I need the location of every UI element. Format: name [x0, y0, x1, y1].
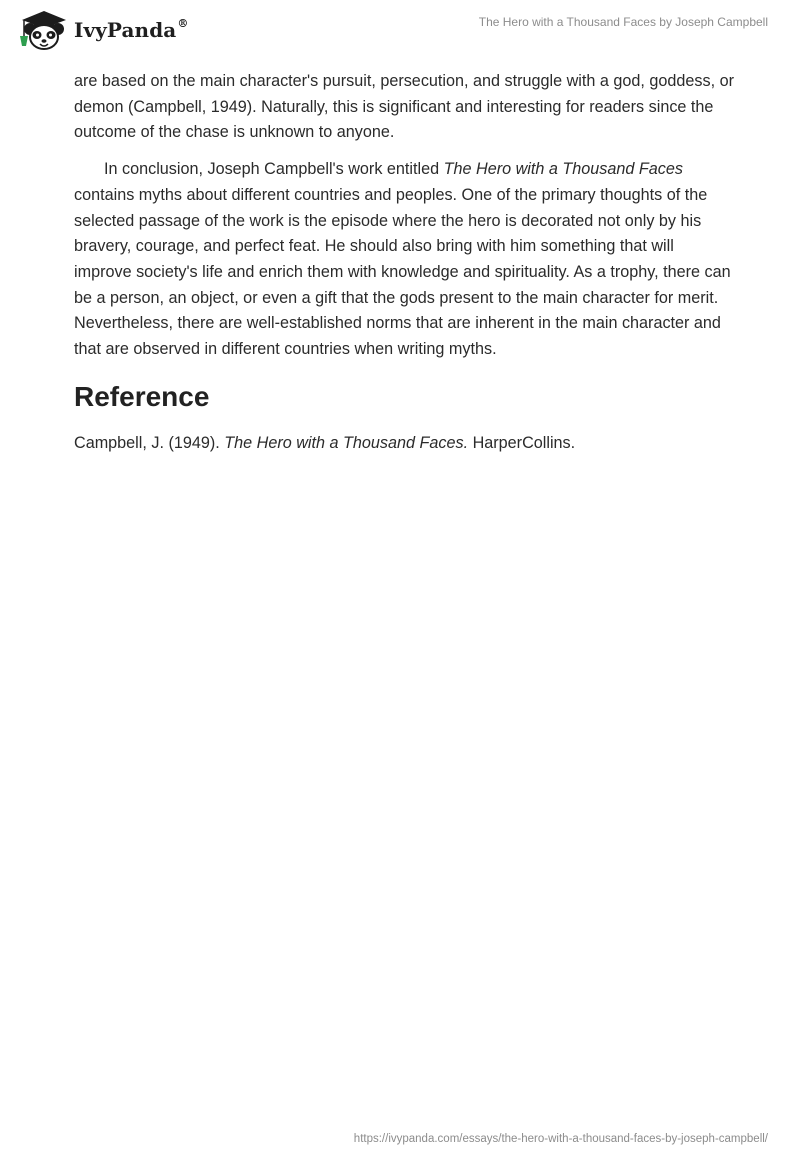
conclusion-paragraph: In conclusion, Joseph Campbell's work entitled The Hero with a Thousand Faces contains myths about different countries and peoples. One of the primary thoughts of the selected passage of the work is the episode where the hero is decorated not only by his bravery, courage, and perfect feat. He should also bring with him something that will improve society's life and enrich them with knowledge and spirituality. As a trophy, there can be a person, an object, or even a gift that the gods present to the main character for merit. Nevertheless, there are well-established norms that are inherent in the main character and that are observed in different countries when writing myths. — [74, 160, 731, 359]
panda-graduate-icon — [16, 8, 72, 52]
source-url[interactable]: https://ivypanda.com/essays/the-hero-with-a-thousand-faces-by-joseph-campbell/ — [353, 1133, 768, 1145]
paragraph-continued: are based on the main character's pursuit, persecution, and struggle with a god, goddess, or demon (Campbell, 1949). Naturally, this is significant and interesting for readers since the outcome of the chase is unknown to anyone. — [74, 72, 734, 142]
page-header — [0, 0, 800, 70]
ivypanda-logo[interactable] — [16, 8, 188, 52]
brand-name: IvyPanda® — [74, 17, 189, 42]
reference-book-title: The Hero with a Thousand Faces. — [224, 433, 469, 452]
reference-heading: Reference — [74, 380, 210, 412]
reference-entry: Campbell, J. (1949). The Hero with a Thousand Faces. HarperCollins. — [74, 433, 576, 452]
registered-mark: ® — [177, 17, 189, 31]
essay-body — [74, 69, 734, 467]
document-title: The Hero with a Thousand Faces by Joseph Campbell — [478, 15, 768, 29]
book-title: The Hero with a Thousand Faces — [443, 160, 683, 179]
